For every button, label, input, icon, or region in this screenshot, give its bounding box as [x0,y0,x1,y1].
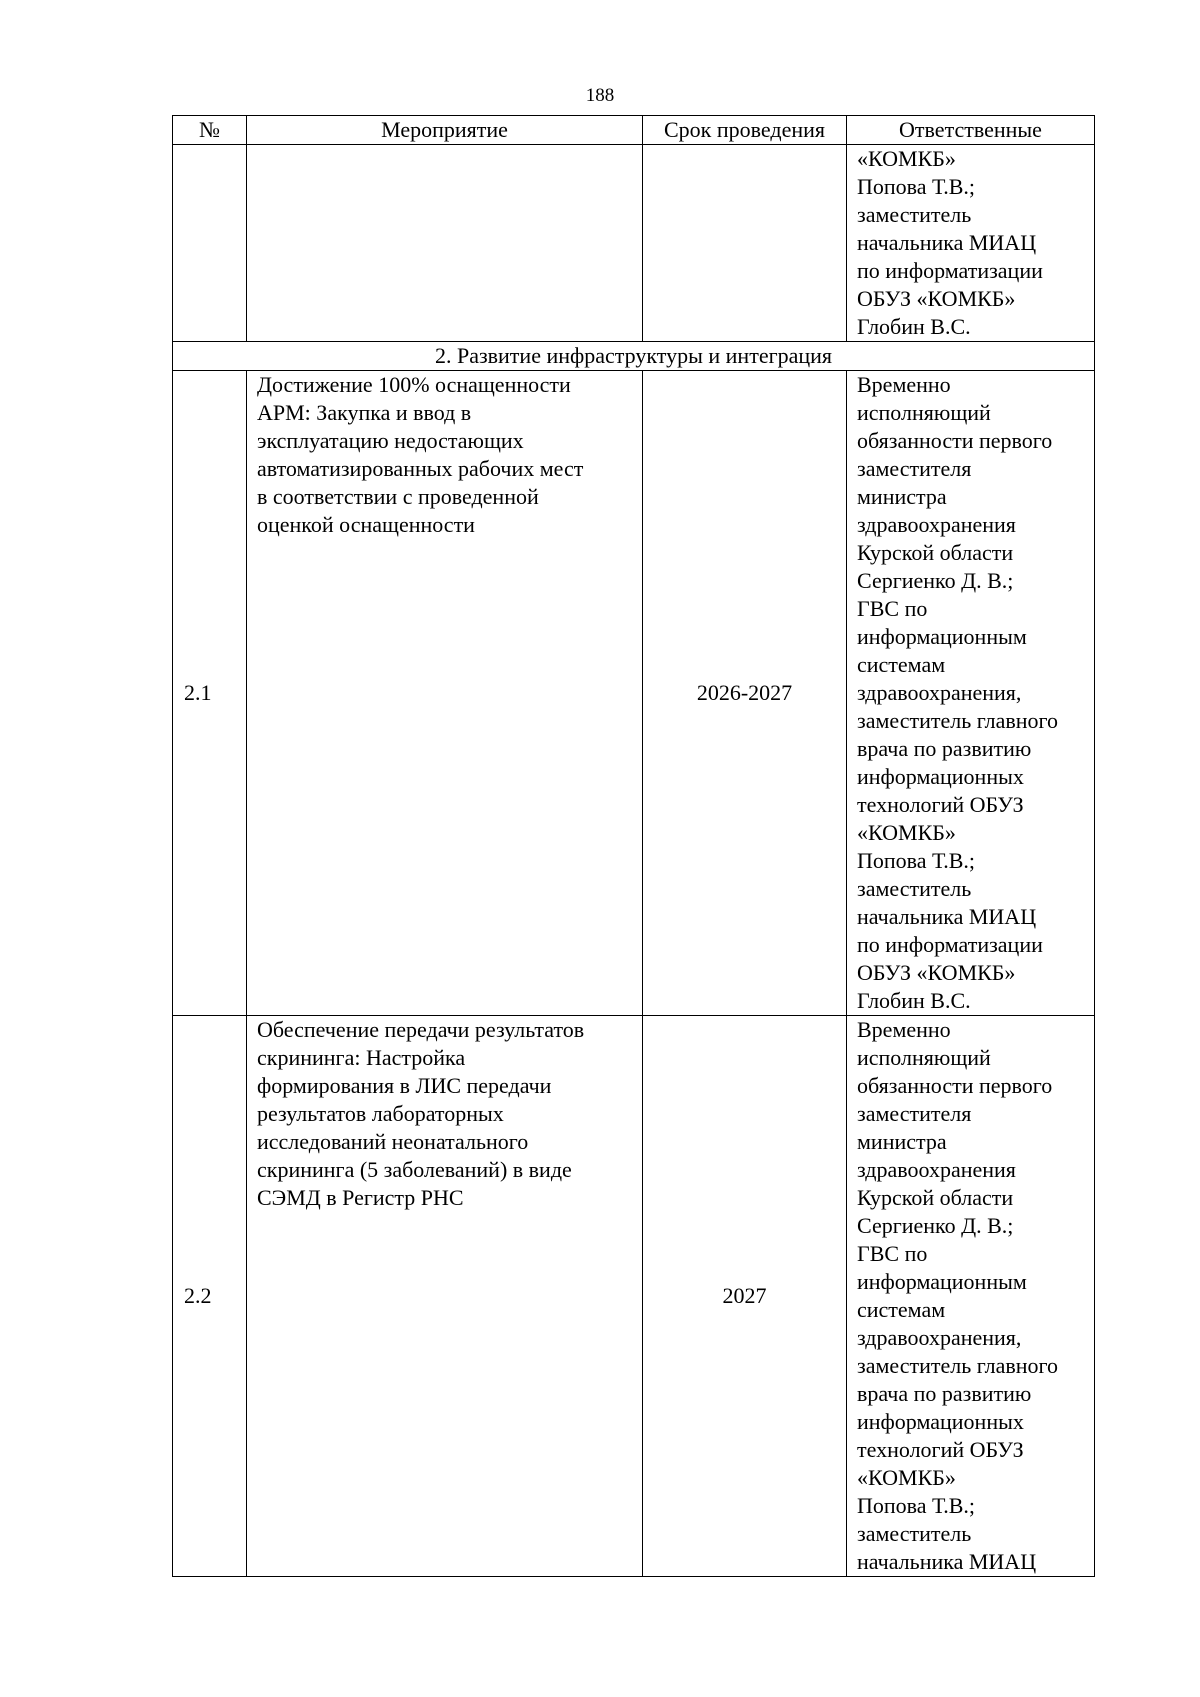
responsible-line: министра [857,484,947,509]
responsible-line: ГВС по [857,596,928,621]
responsible-line: по информатизации [857,258,1043,283]
responsible-line: ОБУЗ «КОМКБ» [857,960,1016,985]
responsible-line: начальника МИАЦ [857,230,1037,255]
header-event: Мероприятие [247,116,643,145]
responsible-line: информационным [857,624,1027,649]
responsible-line: технологий ОБУЗ [857,792,1024,817]
responsible-line: начальника МИАЦ [857,1549,1037,1574]
responsible-line: Попова Т.В.; [857,1493,976,1518]
responsible-line: Глобин В.С. [857,988,971,1013]
responsible-line: здравоохранения, [857,1325,1022,1350]
responsible-line: заместителя [857,1101,972,1126]
responsible-line: Курской области [857,1185,1014,1210]
responsible-line: ГВС по [857,1241,928,1266]
responsible-line: исполняющий [857,400,991,425]
responsible-line: здравоохранения [857,1157,1016,1182]
table-row [173,371,1095,1016]
event-line: скрининга: Настройка [257,1045,466,1070]
event-line: оценкой оснащенности [257,512,475,537]
event-line: Обеспечение передачи результатов [257,1017,585,1042]
cell-num [173,145,247,342]
responsible-line: «КОМКБ» [857,146,956,171]
header-term: Срок проведения [643,116,847,145]
event-line: АРМ: Закупка и ввод в [257,400,472,425]
responsible-line: начальника МИАЦ [857,904,1037,929]
responsible-line: информационных [857,764,1024,789]
responsible-line: системам [857,1297,946,1322]
responsible-line: Временно [857,372,951,397]
table-row-continuation [173,145,1095,342]
responsible-line: Глобин В.С. [857,314,971,339]
responsible-line: Сергиенко Д. В.; [857,568,1014,593]
responsible-line: Сергиенко Д. В.; [857,1213,1014,1238]
event-line: скрининга (5 заболеваний) в виде [257,1157,572,1182]
event-line: автоматизированных рабочих мест [257,456,584,481]
responsible-line: «КОМКБ» [857,820,956,845]
responsible-line: информационных [857,1409,1024,1434]
responsible-line: врача по развитию [857,736,1032,761]
cell-responsible [847,371,1095,1016]
cell-term [643,145,847,342]
table-header-row [173,116,1095,145]
responsible-line: по информатизации [857,932,1043,957]
responsible-line: Курской области [857,540,1014,565]
event-line: в соответствии с проведенной [257,484,539,509]
cell-event [247,145,643,342]
section-title: 2. Развитие инфраструктуры и интеграция [173,342,1095,371]
responsible-line: Попова Т.В.; [857,848,976,873]
cell-responsible [847,1016,1095,1577]
event-line: результатов лабораторных [257,1101,504,1126]
header-responsible: Ответственные [847,116,1095,145]
event-line: Достижение 100% оснащенности [257,372,571,397]
responsible-line: исполняющий [857,1045,991,1070]
cell-num: 2.1 [173,371,247,1016]
responsible-line: здравоохранения [857,512,1016,537]
cell-responsible [847,145,1095,342]
responsible-line: Попова Т.В.; [857,174,976,199]
header-num: № [173,116,247,145]
event-line: исследований неонатального [257,1129,529,1154]
responsible-line: информационным [857,1269,1027,1294]
cell-term: 2026-2027 [643,371,847,1016]
responsible-line: заместитель главного [857,708,1059,733]
responsible-line: обязанности первого [857,1073,1053,1098]
responsible-line: здравоохранения, [857,680,1022,705]
activities-table [172,115,1095,1577]
section-row [173,342,1095,371]
cell-event [247,371,643,1016]
responsible-line: системам [857,652,946,677]
responsible-line: обязанности первого [857,428,1053,453]
responsible-line: заместитель [857,202,972,227]
responsible-line: заместитель [857,876,972,901]
cell-num: 2.2 [173,1016,247,1577]
responsible-line: «КОМКБ» [857,1465,956,1490]
responsible-line: министра [857,1129,947,1154]
page-number: 188 [585,85,615,106]
cell-event [247,1016,643,1577]
responsible-line: ОБУЗ «КОМКБ» [857,286,1016,311]
responsible-line: врача по развитию [857,1381,1032,1406]
responsible-line: заместитель главного [857,1353,1059,1378]
event-line: формирования в ЛИС передачи [257,1073,552,1098]
responsible-line: технологий ОБУЗ [857,1437,1024,1462]
event-line: эксплуатацию недостающих [257,428,524,453]
cell-term: 2027 [643,1016,847,1577]
table-row [173,1016,1095,1577]
responsible-line: заместителя [857,456,972,481]
event-line: СЭМД в Регистр РНС [257,1185,464,1210]
responsible-line: заместитель [857,1521,972,1546]
responsible-line: Временно [857,1017,951,1042]
